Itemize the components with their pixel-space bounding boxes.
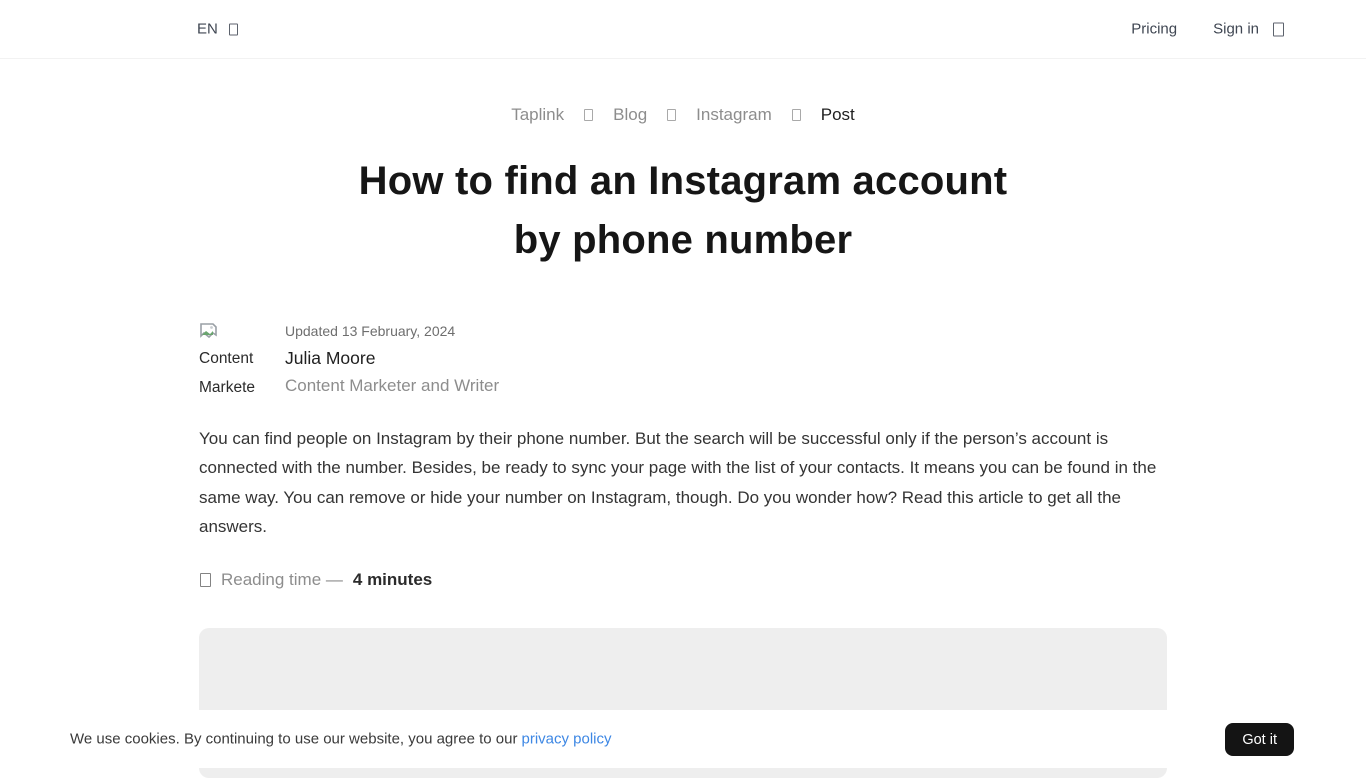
language-label: EN (197, 20, 218, 38)
breadcrumb-separator-icon (792, 109, 801, 121)
intro-paragraph: You can find people on Instagram by their phone number. But the search will be successful only if the person’s account is connected with the number. Besides, be ready to sync your page with the list of your contacts. It means you can be found in the same way. You can remove or hide your number on Instagram, though. Do you wonder how? Read this article to get all the answers. (199, 429, 1157, 536)
cookie-message-text: We use cookies. By continuing to use our website, you agree to our (70, 730, 518, 748)
language-switcher[interactable] (197, 21, 238, 38)
signin-button[interactable] (1213, 21, 1284, 38)
broken-image-icon (199, 322, 218, 341)
signin-label: Sign in (1213, 20, 1259, 38)
breadcrumb (0, 105, 1366, 125)
breadcrumb-link-taplink[interactable]: Taplink (511, 105, 565, 124)
signin-icon (1273, 22, 1284, 36)
avatar (199, 322, 265, 398)
clock-icon (200, 573, 211, 587)
cookie-message (70, 731, 612, 748)
header-nav (1131, 21, 1284, 38)
pricing-link[interactable]: Pricing (1131, 20, 1178, 38)
cookie-accept-button[interactable]: Got it (1225, 723, 1294, 756)
page-title (0, 152, 1366, 270)
avatar-alt-text: Content Markete (199, 350, 255, 396)
breadcrumb-link-instagram[interactable]: Instagram (696, 105, 772, 124)
author-role: Content Marketer and Writer (285, 376, 500, 395)
page-title-line1: How to find an Instagram account (358, 159, 1008, 203)
reading-time-label: Reading time — (221, 570, 343, 589)
privacy-policy-link[interactable]: privacy policy (521, 730, 612, 748)
reading-time (200, 570, 432, 590)
reading-time-value: 4 minutes (352, 570, 433, 589)
updated-date: Updated 13 February, 2024 (285, 323, 456, 339)
page-title-line2: by phone number (513, 218, 853, 262)
breadcrumb-current-post: Post (820, 105, 855, 124)
breadcrumb-link-blog[interactable]: Blog (613, 105, 648, 124)
author-meta (285, 323, 685, 396)
breadcrumb-separator-icon (584, 109, 593, 121)
author-name: Julia Moore (285, 348, 376, 368)
chevron-down-icon (229, 23, 238, 35)
top-header (0, 0, 1366, 59)
breadcrumb-separator-icon (667, 109, 676, 121)
cookie-banner (0, 710, 1366, 768)
